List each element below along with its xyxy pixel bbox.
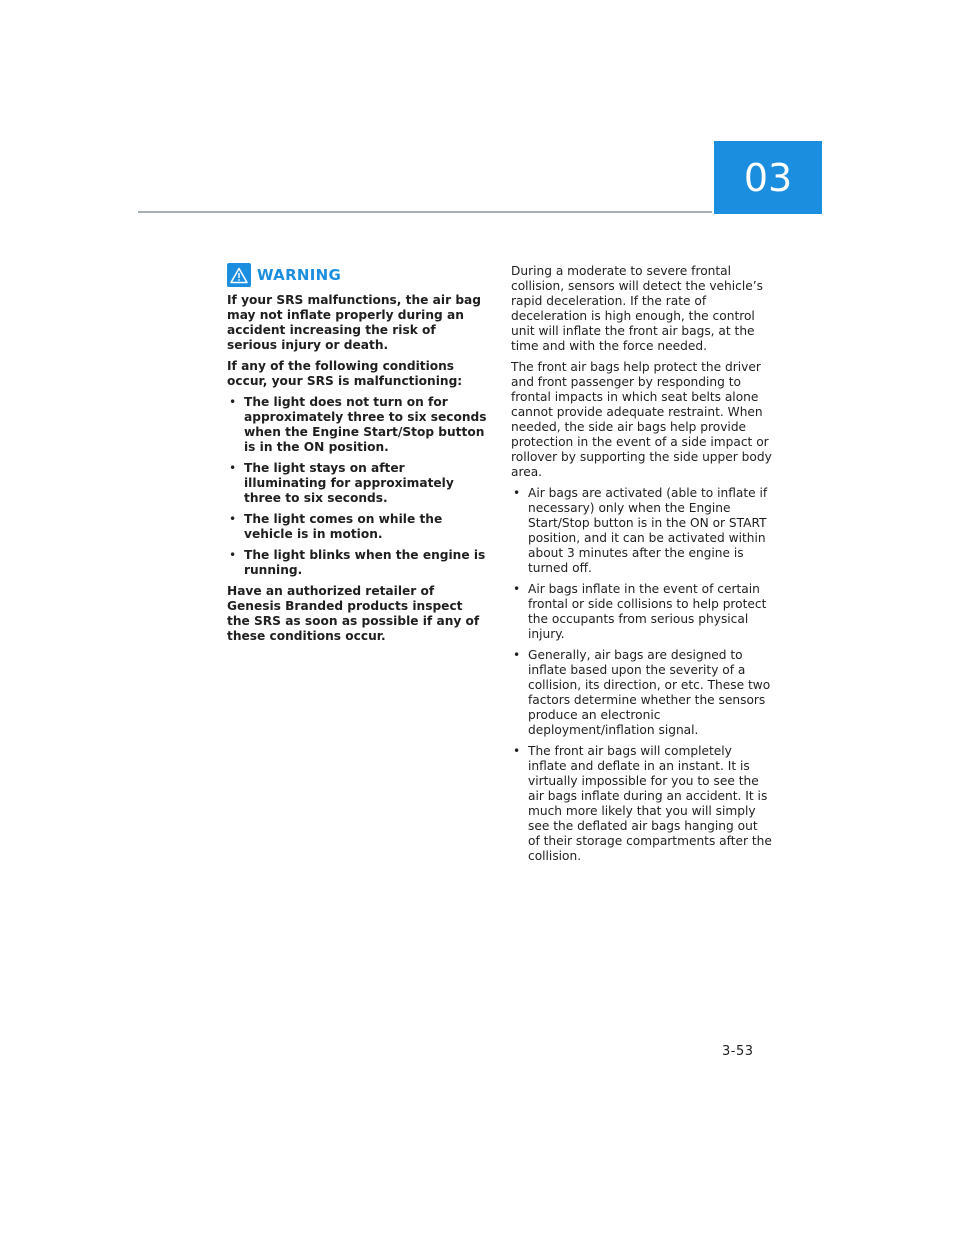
body-paragraph: The front air bags help protect the driver and front passenger by responding to frontal impacts in which seat belts alone cannot provide adequate restraint. When needed, the side air bags help provide protection in the event of a side impact or rollover by supporting the side upper body area.: [511, 360, 772, 479]
warning-triangle-icon: [227, 263, 251, 287]
warning-conditions-list: [227, 395, 489, 578]
header-rule: [138, 211, 712, 213]
warning-header: [227, 263, 489, 287]
warning-closing: Have an authorized retailer of Genesis Branded products inspect the SRS as soon as possible if any of these conditions occur.: [227, 584, 480, 643]
page-number: 3-53: [722, 1044, 754, 1059]
warning-box: [227, 263, 489, 650]
chapter-tab: [714, 141, 822, 214]
chapter-number: 03: [743, 155, 793, 200]
list-item: • Air bags are activated (able to inflate if necessary) only when the Engine Start/Stop button is in the ON or START position, and it can be activated within about 3 minutes after the engine is turned off.: [511, 486, 773, 576]
list-item: • The light stays on after illuminating for approximately three to six seconds.: [227, 461, 489, 506]
list-item: • Generally, air bags are designed to inflate based upon the severity of a collision, its direction, or etc. These two factors determine whether the sensors produce an electronic deployment/inflation signal.: [511, 648, 773, 738]
body-paragraph: During a moderate to severe frontal collision, sensors will detect the vehicle’s rapid deceleration. If the rate of deceleration is high enough, the control unit will inflate the front air bags, at the time and with the force needed.: [511, 264, 763, 353]
list-item: • Air bags inflate in the event of certain frontal or side collisions to help protect the occupants from serious physical injury.: [511, 582, 773, 642]
warning-intro: If your SRS malfunctions, the air bag may not inflate properly during an accident increasing the risk of serious injury or death.: [227, 293, 482, 352]
warning-title: WARNING: [257, 266, 342, 284]
body-column: [511, 264, 773, 870]
list-item: • The front air bags will completely inflate and deflate in an instant. It is virtually impossible for you to see the air bags inflate during an accident. It is much more likely that you will simply see the deflated air bags hanging out of their storage compartments after the collision.: [511, 744, 773, 864]
warning-conditions-lead: If any of the following conditions occur, your SRS is malfunctioning:: [227, 359, 463, 388]
body-bullet-list: [511, 486, 773, 864]
list-item: • The light comes on while the vehicle is in motion.: [227, 512, 489, 542]
list-item: • The light blinks when the engine is running.: [227, 548, 489, 578]
list-item: • The light does not turn on for approximately three to six seconds when the Engine Start/Stop button is in the ON position.: [227, 395, 489, 455]
